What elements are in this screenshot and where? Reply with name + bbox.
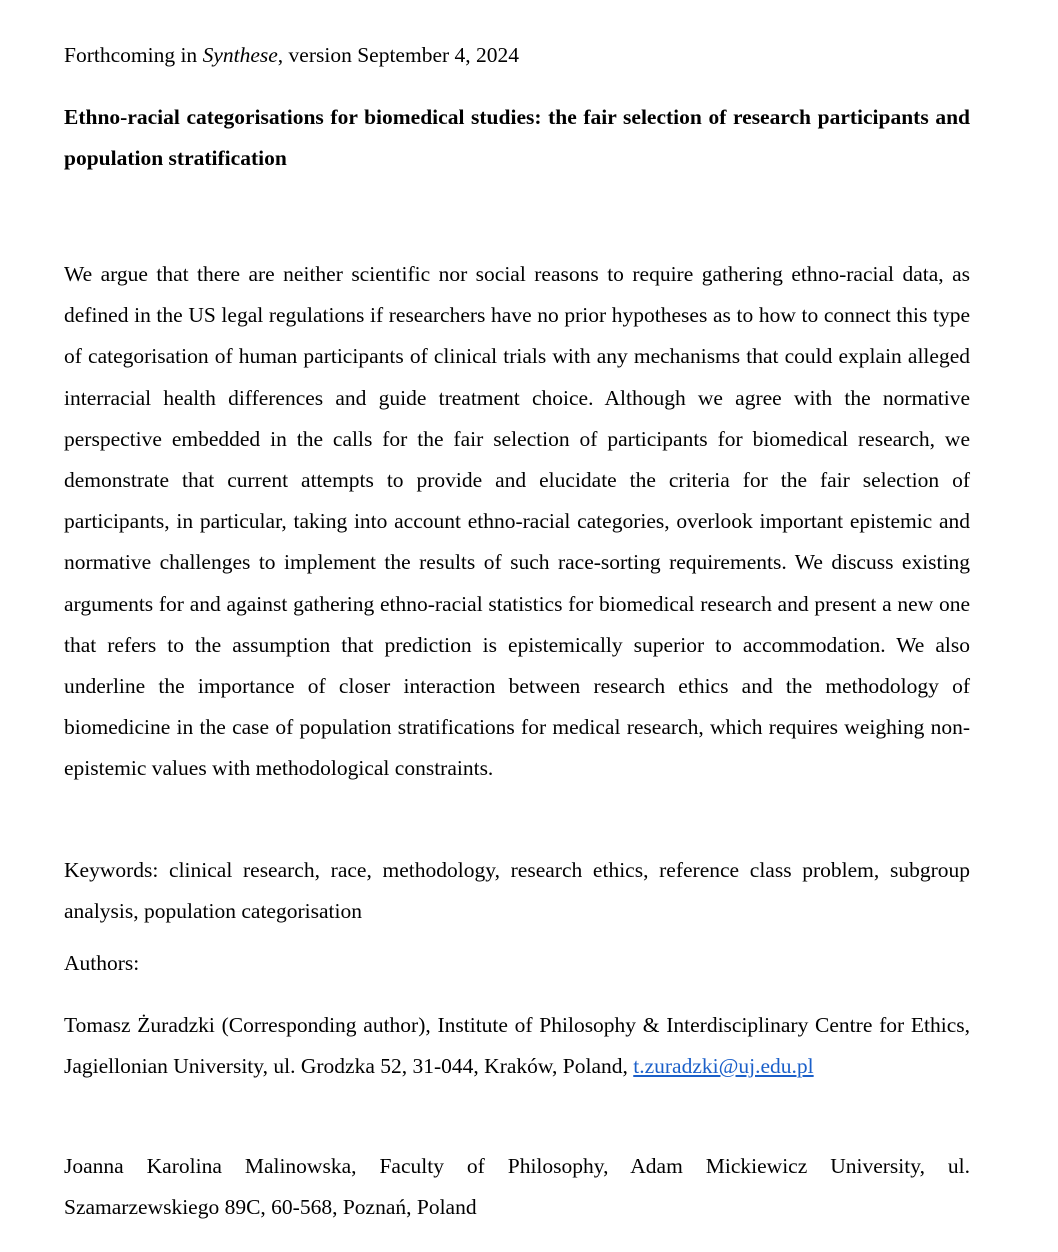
author-entry-2 [64,1146,970,1228]
journal-name: Synthese [202,43,278,67]
publication-note [64,40,970,70]
author-1-email-link[interactable]: t.zuradzki@uj.edu.pl [633,1054,814,1078]
author-1-affiliation: Tomasz Żuradzki (Corresponding author), Institute of Philosophy & Interdisciplinary Centre for Ethics, Jagiellonian University, ul. Grodzka 52, 31-044, Kraków, Poland, [64,1013,970,1078]
author-2-affiliation: Joanna Karolina Malinowska, Faculty of Philosophy, Adam Mickiewicz University, ul. Szamarzewskiego 89C, 60-568, Poznań, Poland [64,1154,970,1219]
publication-version: , version September 4, 2024 [277,43,520,67]
keywords-paragraph: Keywords: clinical research, race, methodology, research ethics, reference class problem, subgroup analysis, population categorisation [64,858,970,923]
publication-prefix: Forthcoming in [64,43,203,67]
author-entry-1 [64,1005,970,1087]
abstract-paragraph: We argue that there are neither scientific nor social reasons to require gathering ethno-racial data, as defined in the US legal regulations if researchers have no prior hypotheses as to how to connect this type of categorisation of human participants of clinical trials with any mechanisms that could explain alleged interracial health differences and guide treatment choice. Although we agree with the normative perspective embedded in the calls for the fair selection of participants for biomedical research, we demonstrate that current attempts to provide and elucidate the criteria for the fair selection of participants, in particular, taking into account ethno-racial categories, overlook important epistemic and normative challenges to implement the results of such race-sorting requirements. We discuss existing arguments for and against gathering ethno-racial statistics for biomedical research and present a new one that refers to the assumption that prediction is epistemically superior to accommodation. We also underline the importance of closer interaction between research ethics and the methodology of biomedicine in the case of population stratifications for medical research, which requires weighing non-epistemic values with methodological constraints. [64,262,970,781]
paper-title: Ethno-racial categorisations for biomedical studies: the fair selection of research participants and population stratification [64,105,970,170]
authors-heading: Authors: [64,951,140,975]
